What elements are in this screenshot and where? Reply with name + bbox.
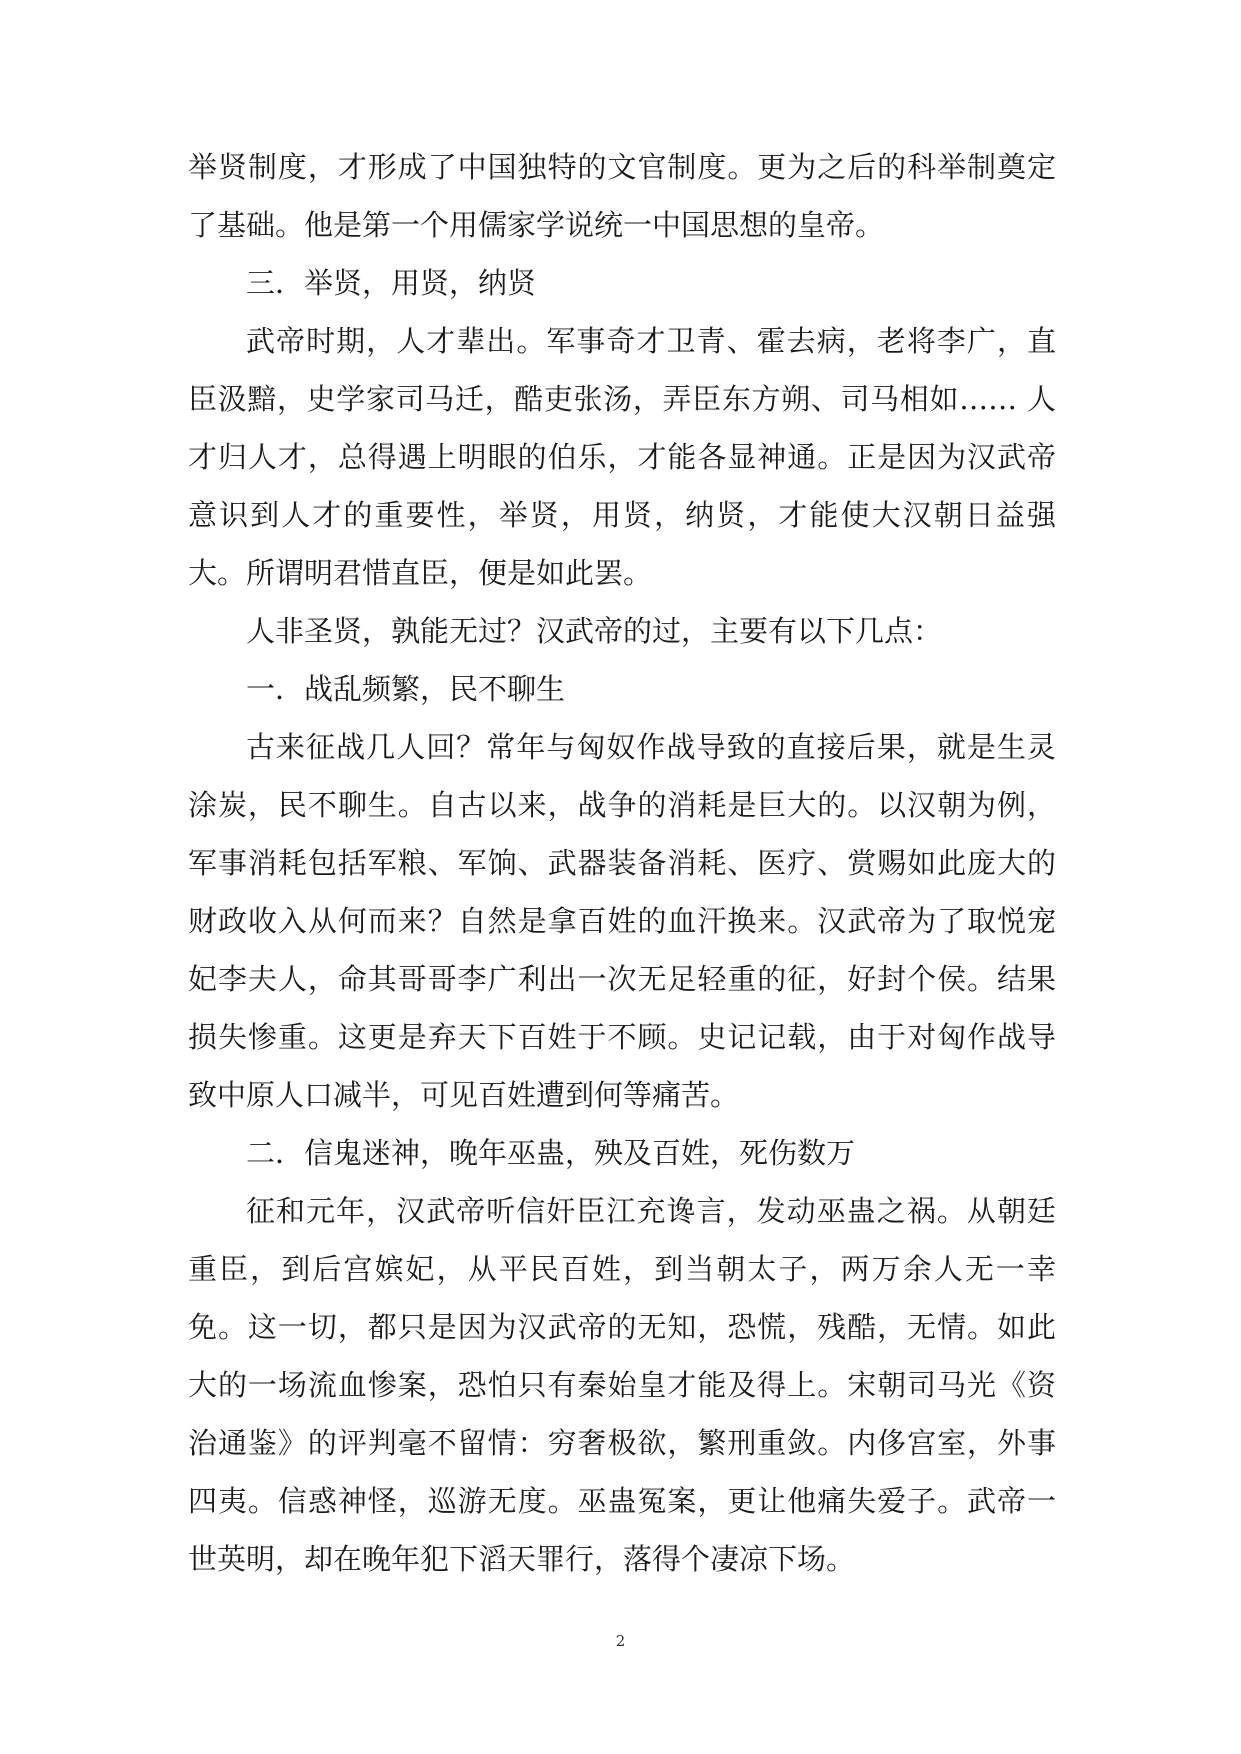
paragraph: 举贤制度，才形成了中国独特的文官制度。更为之后的科举制奠定了基础。他是第一个用儒家学说统一中国思想的皇帝。 (188, 150, 1056, 242)
section-heading: 一．战乱频繁，民不聊生 (246, 672, 566, 706)
paragraph: 人非圣贤，孰能无过？汉武帝的过，主要有以下几点： (246, 614, 943, 648)
section-heading: 三．举贤，用贤，纳贤 (246, 266, 537, 300)
paragraph: 征和元年，汉武帝听信奸臣江充谗言，发动巫蛊之祸。从朝廷重臣，到后宫嫔妃，从平民百姓，到当朝太子，两万余人无一幸免。这一切，都只是因为汉武帝的无知，恐慌，残酷，无情。如此大的一场流血惨案，恐怕只有秦始皇才能及得上。宋朝司马光《资治通鉴》的评判毫不留情：穷奢极欲，繁刑重敛。内侈宫室，外事四夷。信惑神怪，巡游无度。巫蛊冤案，更让他痛失爱子。武帝一世英明，却在晚年犯下滔天罪行，落得个凄凉下场。 (188, 1194, 1056, 1576)
page-number: 2 (615, 1632, 626, 1650)
section-heading: 二．信鬼迷神，晚年巫蛊，殃及百姓，死伤数万 (246, 1136, 856, 1170)
paragraph: 武帝时期，人才辈出。军事奇才卫青、霍去病，老将李广，直臣汲黯，史学家司马迁，酷吏张汤，弄臣东方朔、司马相如…… 人才归人才，总得遇上明眼的伯乐，才能各显神通。正是因为汉武帝意识到人才的重要性，举贤，用贤，纳贤，才能使大汉朝日益强大。所谓明君惜直臣，便是如此罢。 (188, 324, 1056, 590)
paragraph: 古来征战几人回？常年与匈奴作战导致的直接后果，就是生灵涂炭，民不聊生。自古以来，战争的消耗是巨大的。以汉朝为例，军事消耗包括军粮、军饷、武器装备消耗、医疗、赏赐如此庞大的财政收入从何而来？自然是拿百姓的血汗换来。汉武帝为了取悦宠妃李夫人，命其哥哥李广利出一次无足轻重的征，好封个侯。结果损失惨重。这更是弃天下百姓于不顾。史记记载，由于对匈作战导致中原人口减半，可见百姓遭到何等痛苦。 (188, 730, 1056, 1112)
document-body (188, 138, 1056, 1588)
